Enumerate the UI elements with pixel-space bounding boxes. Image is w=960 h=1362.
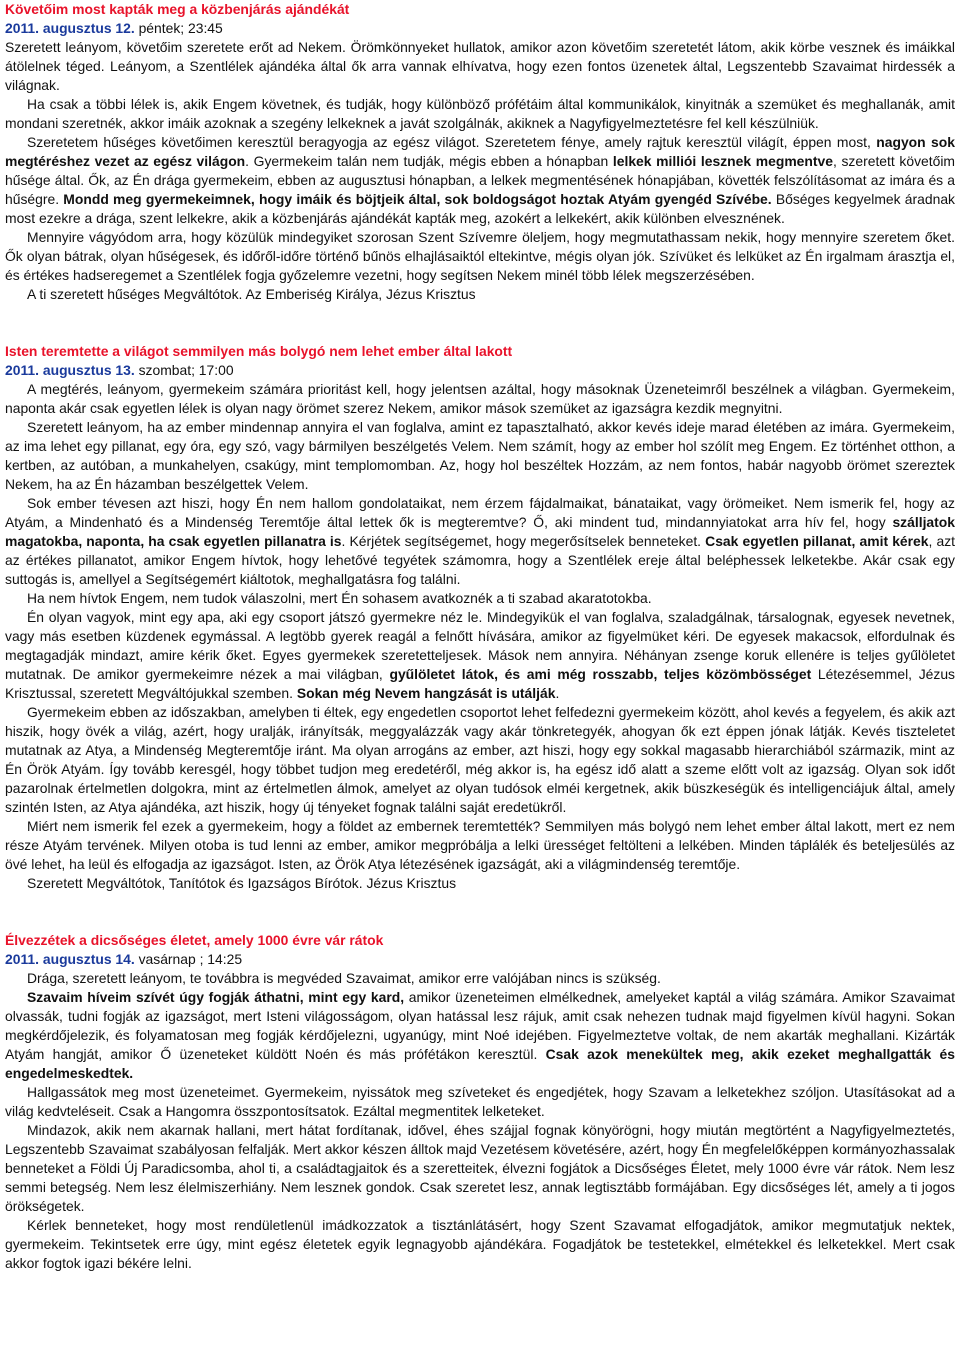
text-run: Mindazok, akik nem akarnak hallani, mert hátat fordítanak, idővel, éhes szájjal fognak könyörögni, hogy miután megtörtént a Nagyfigyelmeztetés, Legszentebb Szavaimat szabályosan felfalják. Mert akkor készen álltok majd Vezetésem követésére, azért, hogy Én megfelelőképpen kormányozhassalak benneteket a Földi Új Paradicsomba, ahol ti, a családtagjaitok és a szeretteitek, élvezni fogjátok a Dicsőséges Életet, mely 1000 évre vár rátok. Nem lesz semmi betegség. Nem lesz élelmiszerhiány. Nem lesznek gondok. Csak szeretet lesz, annak legtisztább formájában. Egy dicsőséges lét, amely a ti jogos örökségetek.	[5, 1122, 955, 1214]
text-run: , szeretett követőim hűsége által. Ők, az Én drága gyermekeim, ebben az augusztusi hónapban, a lelkek megmentésének hónapjában, követték felszólításomat az imára és a hűségre.	[5, 153, 955, 207]
bold-text-run: lelkek milliói lesznek megmentve	[612, 153, 833, 169]
text-run: Sok ember tévesen azt hiszi, hogy Én nem hallom gondolataikat, nem érzem fájdalmaikat, bánataikat, vagy örömeiket. Nem ismerik fel, hogy az Atyám, a Mindenható és a Mindenség Teremtője által lettek ők is megteremtve? Ő, aki mindent tud, mindannyiatokat arra hív fel, hogy	[5, 495, 955, 530]
message-paragraph	[5, 380, 955, 418]
text-run: Szeretett leányom, követőim szeretete erőt ad Nekem. Örömkönnyeket hullatok, amikor azon követőim szeretetét látom, akik körbe vesznek és imáikkal átölelnek téged. Leányom, a Szentlélek ajándéka által ők arra vannak elhívatva, hogy ezen fontos üzenetek által, Legszentebb Szavaimat hirdessék a világnak.	[5, 39, 955, 93]
bold-text-run: Szavaim híveim szívét úgy fogják áthatni, mint egy kard,	[27, 989, 405, 1005]
message-entry	[5, 342, 955, 893]
text-run: . Kérjétek segítségemet, hogy megerősítselek benneteket.	[341, 533, 706, 549]
text-run: Gyermekeim ebben az időszakban, amelyben ti éltek, egy engedetlen csoportot lehet felfedezni gyermekeim között, ahol kevés a fegyelem, és akik azt hiszik, hogy övék a világ, azért, hogy uralják, irányítsák, meggyalázzák vagy akár tönkretegyék, ahogyan ők ezt éppen jónak látják. Kevés tiszteletet mutatnak az Atya, a Mindenség Megteremtője iránt. Ma olyan arrogáns az ember, azt hiszi, hogy egy sokkal magasabb hierarchiából származik, mint az Én Örök Atyám. Így tovább keresgél, hogy többet tudjon meg eredetéről, még akkor is, ha egész idő alatt a szeme előtt volt az igazság. Olyan sok időt pazarolnak értelmetlen dolgokra, mint az értelmetlen álmok, amelyet az olyan tudósok elméi kergetnek, akik büszkeségük és intelligenciájuk által, amely szintén Isten, az Atya ajándéka, azt hiszik, hogy új tényeket fognak találni saját eredetükről.	[5, 704, 955, 815]
message-paragraph	[5, 418, 955, 494]
message-paragraph	[5, 1083, 955, 1121]
message-paragraph	[5, 589, 955, 608]
message-paragraph	[5, 95, 955, 133]
text-run: Szeretett leányom, ha az ember mindennap annyira el van foglalva, amint ez tapasztalható, akkor kevés ideje marad életében az imára. Gyermekeim, az ima lehet egy pillanat, egy óra, egy szó, vagy bármilyen beszélgetés Velem. Nem számít, hogy az ember hol szólít meg Engem. Ez történhet otthon, a kertben, az autóban, a munkahelyen, csakúgy, mint templomomban. Az, hogy hol beszéltek Hozzám, az nem fontos, habár nagyobb örömet szereztek Nekem, ha az Én házamban beszélgettek Velem.	[5, 419, 955, 492]
text-run: Drága, szeretett leányom, te továbbra is megvéded Szavaimat, amikor erre valójában nincs is szükség.	[27, 970, 661, 986]
text-run: . Gyermekeim talán nem tudják, mégis ebben a hónapban	[245, 153, 613, 169]
text-run: Ha csak a többi lélek is, akik Engem követnek, és tudják, hogy különböző prófétáim által kommunikálok, kinyitnák a szemüket és meghallanák, amit mondani szeretnék, akkor imáik azoknak a szegény lelkeknek a javát szolgálnák, akiknek a Nagyfigyelmeztetésre fel kell készülniük.	[5, 96, 955, 131]
message-paragraph	[5, 38, 955, 95]
message-entry	[5, 931, 955, 1273]
text-run: Én olyan vagyok, mint egy apa, aki egy csoport játszó gyermekre néz le. Mindegyikük el van foglalva, szaladgálnak, társalognak, egyesek nevetnek, vagy más esetben küzdenek egymással. A legtöbb gyerek reagál a felnőtt hívására, amikor az figyelmüket kéri. De egyesek makacsok, elfordulnak és megtagadják mindazt, amire kérik őket. Egyes gyermekek szeretetteljesek. Mások nem annyira. Néhányan zsenge koruk ellenére is teljes gyűlöletet mutatnak. De amikor gyermekeimre nézek a mai világban,	[5, 609, 955, 682]
message-date-line	[5, 361, 955, 380]
message-day-time: szombat; 17:00	[134, 362, 234, 378]
message-title: Élvezzétek a dicsőséges életet, amely 1000 évre vár rátok	[5, 932, 384, 948]
text-run: Kérlek benneteket, hogy most rendületlenül imádkozzatok a tisztánlátásért, hogy Szent Szavamat elfogadjátok, amikor megmutatjuk nektek, gyermekeim. Tekintsetek erre úgy, mint egész életetek egyik legnagyobb ajándékára. Fogadjátok be testetekkel, elmétekkel és lelketekkel. Mert csak akkor fogtok igazi békére lelni.	[5, 1217, 955, 1271]
message-paragraph	[5, 817, 955, 874]
bold-text-run: Mondd meg gyermekeimnek, hogy imáik és böjtjeik által, sok boldogságot hoztak Atyám gyengéd Szívébe.	[63, 191, 772, 207]
text-run: amikor üzeneteimen elmélkednek, amelyeket kaptál a világ számára. Amikor Szavaimat olvassák, tudni fogják az igazságot, mert Isteni világosságom, olyan hatással lesz rájuk, amit csak nehezen tudnak majd figyelmen kívül hagyni. Sokan megkérdőjelezik, és folyamatosan meg fogják kérdőjelezni, ugyanúgy, mint Noé idejében. Figyelmeztetve voltak, de nem akarták meghallani. Kizárták Atyám hangját, amikor Ő üzeneteket küldött Noén és más prófétákon keresztül.	[5, 989, 956, 1062]
text-run: , azt az értékes pillanatot, amikor Engem hívtok, hogy lehetővé tegyétek számomra, hogy a Szentlélek ereje által beléphessek lelketekbe. Akár csak egy suttogás is, amellyel a Segítségemért kiáltotok, meghallgatásra fog találni.	[5, 533, 956, 587]
section-spacer	[5, 893, 955, 931]
message-paragraph	[5, 133, 955, 228]
message-paragraph	[5, 969, 955, 988]
text-run: Mennyire vágyódom arra, hogy közülük mindegyiket szorosan Szent Szívemre öleljem, hogy megmutathassam nekik, hogy mennyire szeretem őket. Ők olyan bátrak, olyan hűségesek, és időről-időre történő bűnös elhajlásaiktól eltekintve, mégis olyan jók. Szívüket és lelküket az Én irgalmam árasztja el, és értékes hadseregemet a Szentlélek fogja győzelemre vezetni, hogy segítsen Nekem minél több lélek megszerzésében.	[5, 229, 955, 283]
text-run: Szeretetem hűséges követőimen keresztül beragyogja az egész világot. Szeretetem fénye, amely rajtuk keresztül világít, éppen most,	[27, 134, 877, 150]
section-spacer	[5, 304, 955, 342]
message-date: 2011. augusztus 13.	[5, 362, 135, 378]
bold-text-run: nagyon sok megtéréshez vezet az egész világon	[5, 134, 955, 169]
message-title: Követőim most kapták meg a közbenjárás ajándékát	[5, 1, 350, 17]
text-run: .	[555, 685, 560, 701]
bold-text-run: Csak egyetlen pillanat, amit kérek	[705, 533, 929, 549]
message-entry	[5, 0, 955, 304]
message-paragraph	[5, 1216, 955, 1273]
bold-text-run: gyűlöletet látok, és ami még rosszabb, teljes közömbösséget	[389, 666, 812, 682]
text-run: Hallgassátok meg most üzeneteimet. Gyermekeim, nyissátok meg szíveteket és engedjétek, hogy Szavam a lelketekhez szóljon. Utasításokat ad a világ kedvteléseit. Csak a Hangomra összpontosítsatok. Ezáltal megmentitek lelketeket.	[5, 1084, 955, 1119]
text-run: Miért nem ismerik fel ezek a gyermekeim, hogy a földet az embernek teremtették? Semmilyen más bolygó nem lehet ember által lakott, mert ez nem része Atyám tervének. Milyen otoba is tud lenni az ember, amikor megpróbálja a lelki ürességet feltölteni a lelkében. Minden táplálék és beteljesülés az övé lehet, ha leül és elfogadja az igazságot. Isten, az Örök Atya létezésének igazságát, aki a világmindenség teremtője.	[5, 818, 955, 872]
message-title: Isten teremtette a világot semmilyen más bolygó nem lehet ember által lakott	[5, 343, 513, 359]
message-paragraph	[5, 608, 955, 703]
text-run: Létezésemmel, Jézus Krisztussal, szeretett Megváltójukkal szemben.	[5, 666, 955, 701]
message-signature: A ti szeretett hűséges Megváltótok. Az Emberiség Királya, Jézus Krisztus	[27, 286, 476, 302]
text-run: A megtérés, leányom, gyermekeim számára prioritást kell, hogy jelentsen azáltal, hogy másoknak Üzeneteimről beszélnek a világban. Gyermekeim, naponta akár csak egyetlen lélek is olyan nagy örömet szerez Nekem, amikor mások szemüket az igazságra kezdik megnyitni.	[5, 381, 955, 416]
message-day-time: péntek; 23:45	[134, 20, 223, 36]
message-date: 2011. augusztus 12.	[5, 20, 135, 36]
message-paragraph	[5, 228, 955, 285]
message-paragraph	[5, 1121, 955, 1216]
message-paragraph	[5, 703, 955, 817]
text-run: Ha nem hívtok Engem, nem tudok válaszolni, mert Én sohasem avatkoznék a ti szabad akaratotokba.	[27, 590, 652, 606]
message-signature: Szeretett Megváltótok, Tanítótok és Igazságos Bírótok. Jézus Krisztus	[27, 875, 457, 891]
message-date-line	[5, 950, 955, 969]
text-run: Bőséges kegyelmek áradnak most ezekre a drága, szent lelkekre, akik a közbenjárás ajándékát kapták meg, azokért a lelkekért, akik különben elvesznének.	[5, 191, 955, 226]
message-date-line	[5, 19, 955, 38]
message-day-time: vasárnap ; 14:25	[134, 951, 243, 967]
message-paragraph	[5, 988, 955, 1083]
bold-text-run: Sokan még Nevem hangzását is utálják	[296, 685, 556, 701]
message-paragraph	[5, 494, 955, 589]
bold-text-run: Csak azok menekültek meg, akik ezeket meghallgatták és engedelmeskedtek.	[5, 1046, 955, 1081]
message-date: 2011. augusztus 14.	[5, 951, 135, 967]
bold-text-run: szálljatok magatokba, naponta, ha csak egyetlen pillanatra is	[5, 514, 955, 549]
